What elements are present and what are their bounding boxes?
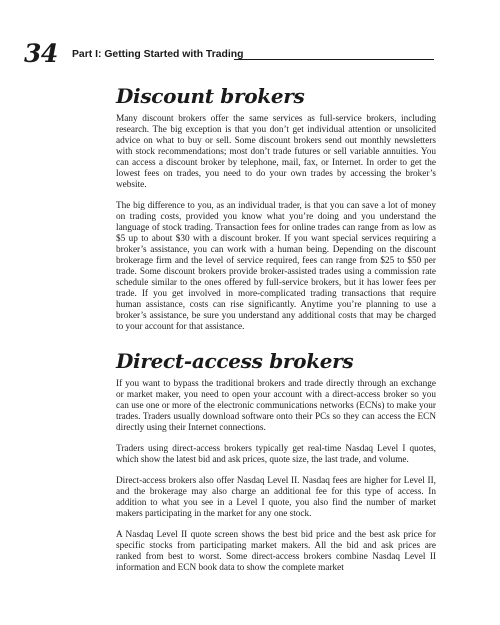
running-head: Part I: Getting Started with Trading bbox=[72, 49, 244, 60]
paragraph: The big difference to you, as an individual trader, is that you can save a lot of money on trading costs, provided you know what you’re doing and you understand the language of stock trading. Transaction fees for online trades can range from as low as $5 up to about $30 with a discount broker. If you want special services requiring a broker’s assistance, you can work with a human being. Depending on the discount brokerage firm and the level of service required, fees can range from $25 to $50 per trade. Some discount brokers provide broker-assisted trades using a commission rate schedule similar to the ones offered by full-service brokers, but it has lower fees per trade. If you get involved in more-complicated trading transactions that require human assistance, costs can rise significantly. Anytime you’re planning to use a broker’s assistance, be sure you understand any additional costs that may be charged to your account for that assistance. bbox=[116, 201, 436, 332]
section-heading: Direct-access brokers bbox=[116, 349, 354, 373]
paragraph: Traders using direct-access brokers typically get real-time Nasdaq Level I quotes, which show the latest bid and ask prices, quote size, the last trade, and volume. bbox=[116, 444, 436, 465]
page-body bbox=[116, 82, 436, 584]
section-heading: Discount brokers bbox=[116, 84, 305, 108]
paragraph: A Nasdaq Level II quote screen shows the best bid price and the best ask price for specific stocks from participating market makers. All the bid and ask prices are ranked from best to worst. Some direct-access brokers combine Nasdaq Level II information and ECN book data to show the complete market bbox=[116, 530, 436, 573]
paragraph: Many discount brokers offer the same services as full-service brokers, including research. The big exception is that you don’t get individual attention or unsolicited advice on what to buy or sell. Some discount brokers send out monthly newsletters with stock recommendations; most don’t trade futures or sell variable annuities. You can access a discount broker by telephone, mail, fax, or Internet. In order to get the lowest fees on trades, you need to do your own trades by accessing the broker’s website. bbox=[116, 114, 436, 190]
page-header bbox=[24, 40, 434, 68]
page-number: 34 bbox=[24, 39, 58, 68]
paragraph: Direct-access brokers also offer Nasdaq Level II. Nasdaq fees are higher for Level II, and the brokerage may also charge an additional fee for this type of access. In addition to what you see in a Level I quote, you also find the number of market makers participating in the market for any one stock. bbox=[116, 476, 436, 519]
header-rule bbox=[234, 59, 434, 60]
section-direct-access-brokers bbox=[116, 347, 436, 574]
section-discount-brokers bbox=[116, 82, 436, 333]
paragraph: If you want to bypass the traditional brokers and trade directly through an exchange or market maker, you need to open your account with a direct-access broker so you can use one or more of the electronic communications networks (ECNs) to make your trades. Traders usually download software onto their PCs so they can access the ECN directly using their Internet connections. bbox=[116, 379, 436, 433]
